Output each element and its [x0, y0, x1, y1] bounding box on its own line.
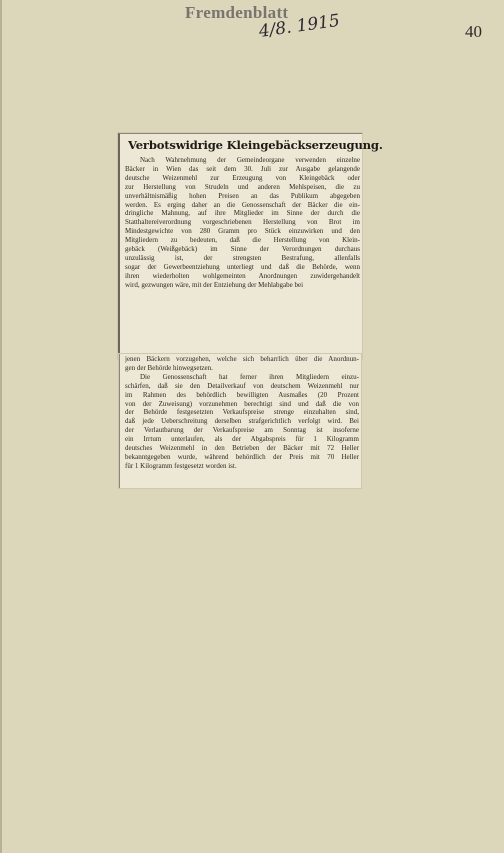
article-line: Mindestgewichte von 280 Gramm pro Stück einzuwirken und den [125, 227, 360, 236]
article-line: Mitgliedern zu bedeuten, daß die Herstellung von Klein- [125, 236, 360, 245]
article-line: der Behörde festgesetzten Verkaufspreise strenge einzuhalten sind, [125, 408, 359, 417]
clipping-part-2 [119, 354, 361, 488]
article-line: wird, gezwungen wäre, mit der Entziehung der Mehlabgabe bei [125, 280, 304, 289]
article-line: deutsche Weizenmehl zur Erzeugung von Kleingebäck oder [125, 173, 360, 182]
article-line: jenen Bäckern vorzugehen, welche sich beharrlich über die Anordnun- [125, 355, 359, 363]
article-line: der Verlautbarung der Verkaufspreise am Sonntag ist insoferne [125, 426, 359, 435]
article-line: für 1 Kilogramm festgesetzt worden ist. [125, 461, 237, 470]
article-line: gebäck (Weißgebäck) im Sinne der Verordnungen durchaus [125, 245, 360, 254]
article-line: sogar der Gewerbeentziehung unterliegt und daß die Behörde, wenn [125, 262, 360, 271]
article-line: unverhältnismäßig hohen Preisen an das Publikum abgegeben [125, 191, 360, 200]
handwritten-date: 4/8. 1915 [257, 10, 342, 42]
clipping-part-1 [118, 133, 383, 359]
article-line: gen der Behörde hinwegsetzen. [125, 363, 213, 372]
article-line: Nach Wahrnehmung der Gemeindeorgane verwenden einzelne [140, 156, 360, 164]
article-line: bekanntgegeben wurde, während behördlich der Preis mit 70 Heller [125, 452, 359, 461]
article-line: zur Herstellung von Strudeln und anderen Mehlspeisen, die zu [125, 182, 360, 191]
article-line: unzulässig ist, der strengsten Bestrafung, allenfalls [125, 253, 360, 262]
article-line: ein Irrtum unterlaufen, als der Abgabspreis für 1 Kilogramm [125, 435, 359, 444]
article-line: von der Zuweisung) vorzunehmen berechtigt sind und daß die von [125, 399, 359, 408]
article-body-part-2 [120, 354, 361, 471]
article-body-part-1 [120, 156, 362, 290]
article-line: ihren wiederholten wohlgemeinten Anordnungen zuwidergehandelt [125, 271, 360, 280]
article-line: daß jede Ueberschreitung derselben strafgerichtlich verfolgt wird. Bei [125, 417, 359, 426]
article-headline: Verbotswidrige Kleingebäckserzeugung. [128, 138, 383, 152]
article-line: deutsches Weizenmehl in den Betrieben der Bäcker mit 72 Heller [125, 444, 359, 453]
page-number: 40 [465, 22, 482, 41]
article-line: schärfen, daß sie den Detailverkauf von deutschem Weizenmehl nur [125, 381, 359, 390]
article-line: Die Genossenschaft hat ferner ihren Mitgliedern einzu- [140, 372, 359, 381]
article-line: Statthaltereiverordnung vorgeschriebenen Herstellung von Brot im [125, 218, 360, 227]
article-line: dringliche Mahnung, auf ihre Mitglieder im Sinne der durch die [125, 209, 360, 218]
article-line: Bäcker in Wien das seit dem 30. Juli zur Ausgabe gelangende [125, 164, 360, 173]
article-line: werden. Es erging daher an die Genossenschaft der Bäcker die ein- [125, 200, 360, 209]
newspaper-stamp: Fremdenblatt [185, 3, 289, 22]
article-line: im Rahmen des behördlich bewilligten Ausmaßes (20 Prozent [125, 390, 359, 399]
